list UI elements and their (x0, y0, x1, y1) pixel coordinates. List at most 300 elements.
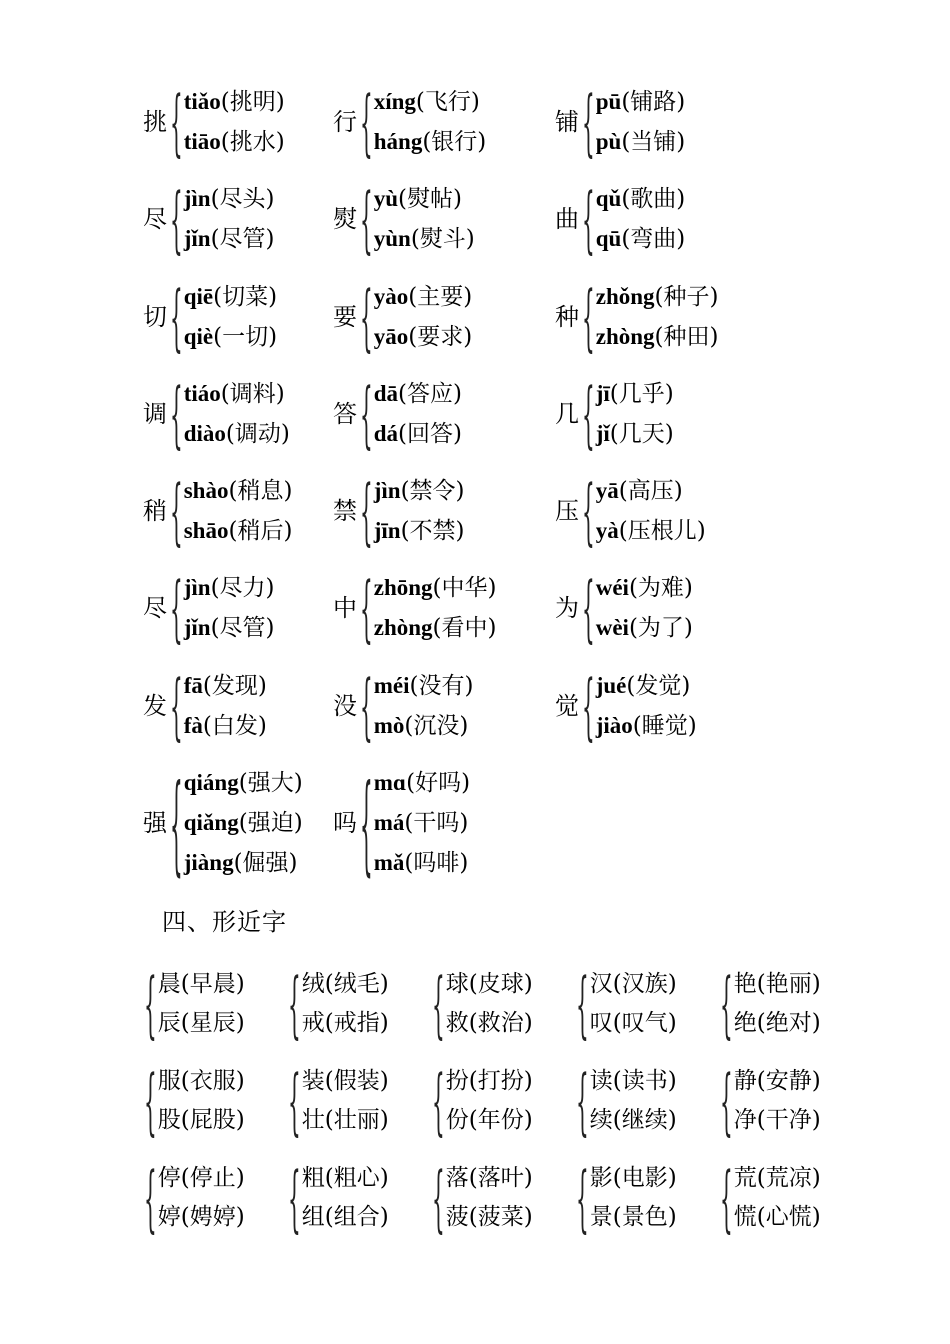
example-word: (尽头) (210, 186, 275, 213)
pinyin: dā (373, 380, 399, 406)
polyphone-grid (140, 78, 900, 893)
brace-icon: { (170, 176, 183, 263)
brace-icon: { (144, 960, 157, 1047)
reading-line (596, 317, 719, 357)
pinyin: jīn (373, 518, 401, 544)
example-word: (为难) (628, 575, 693, 602)
polyphone-entry (330, 176, 552, 263)
polyphone-entry (140, 78, 330, 166)
similar-pair (144, 1052, 288, 1149)
pinyin: zhōng (373, 575, 433, 601)
polyphone-row (140, 467, 900, 568)
similar-char-word: 落(落叶) (445, 1165, 533, 1192)
pair-items (734, 1062, 821, 1140)
pinyin: mɑ (373, 770, 407, 796)
example-word: (调动) (225, 420, 290, 447)
pinyin: shào (183, 478, 229, 504)
brace-icon: { (360, 758, 373, 888)
similar-char-word: 服(衣服) (157, 1067, 245, 1094)
pinyin: yà (595, 518, 619, 544)
similar-char-word: 辰(星辰) (157, 1009, 245, 1036)
similar-char-word: 份(年份) (445, 1106, 533, 1133)
reading-list (184, 666, 267, 746)
headword-char: 答 (333, 399, 357, 428)
brace-icon: { (582, 370, 595, 458)
headword-char: 挑 (143, 108, 167, 136)
similar-char-word: 球(皮球) (445, 970, 533, 997)
similar-pair (144, 955, 288, 1052)
headword-char: 发 (143, 691, 167, 720)
reading-line (184, 568, 275, 608)
example-word: (铺路) (621, 89, 686, 115)
similar-char-word: 停(停止) (157, 1165, 245, 1192)
pinyin: shāo (183, 518, 229, 544)
similar-char-word: 景(景色) (589, 1204, 677, 1231)
brace-icon: { (432, 1155, 445, 1242)
reading-line (596, 277, 719, 317)
pinyin: yā (595, 478, 619, 504)
headword-char: 几 (555, 399, 579, 428)
example-word: (强迫) (238, 810, 303, 837)
example-word: (发现) (202, 672, 267, 699)
pinyin: háng (373, 129, 423, 154)
pinyin: pù (595, 129, 622, 154)
polyphone-entry (552, 565, 752, 652)
reading-line (184, 317, 277, 357)
similar-row (144, 1052, 864, 1149)
polyphone-entry (552, 662, 752, 749)
reading-list (184, 763, 303, 883)
reading-line (374, 608, 497, 648)
reading-line (374, 843, 470, 883)
reading-line (374, 414, 462, 454)
polyphone-entry (552, 176, 752, 263)
reading-list (184, 471, 293, 551)
headword-char: 强 (143, 809, 167, 838)
reading-line (596, 179, 686, 219)
pinyin: qū (595, 226, 622, 252)
polyphone-entry (330, 273, 552, 360)
example-word: (回答) (398, 420, 462, 447)
pinyin: zhǒng (595, 283, 655, 309)
pinyin: qiè (183, 323, 214, 349)
brace-icon: { (582, 78, 595, 166)
example-word: (好吗) (406, 770, 471, 797)
similar-char-word: 影(电影) (589, 1165, 677, 1192)
example-word: (发觉) (626, 672, 691, 699)
example-word: (调料) (220, 380, 285, 407)
reading-line (184, 219, 275, 259)
similar-char-word: 婷(娉婷) (157, 1204, 245, 1231)
pinyin: dá (373, 420, 399, 446)
reading-line (374, 219, 475, 259)
pair-items (158, 965, 245, 1043)
pair-items (302, 965, 389, 1043)
example-word: (看中) (432, 615, 497, 642)
reading-list (374, 179, 475, 259)
brace-icon: { (170, 662, 183, 749)
example-word: (种田) (654, 323, 719, 350)
similar-char-word: 汉(汉族) (589, 970, 677, 997)
pinyin: jìn (183, 575, 211, 601)
reading-line (374, 471, 465, 511)
headword-char: 中 (333, 594, 357, 623)
example-word: (飞行) (415, 89, 480, 115)
brace-icon: { (720, 1057, 733, 1145)
reading-list (374, 763, 470, 883)
similar-char-word: 晨(早晨) (157, 970, 245, 997)
polyphone-entry (140, 176, 330, 263)
headword-char: 觉 (555, 691, 579, 720)
reading-line (596, 122, 686, 162)
polyphone-row (140, 565, 900, 665)
similar-char-word: 绝(绝对) (733, 1009, 821, 1036)
reading-line (374, 374, 462, 414)
headword-char: 为 (555, 594, 579, 623)
pair-items (158, 1159, 245, 1237)
reading-list (374, 277, 472, 357)
brace-icon: { (170, 467, 183, 555)
pinyin: jī (595, 380, 610, 406)
example-word: (禁令) (400, 478, 465, 505)
reading-line (184, 82, 285, 122)
similar-char-word: 救(救治) (445, 1009, 533, 1036)
reading-line (596, 608, 693, 648)
polyphone-entry (140, 370, 330, 458)
reading-list (374, 666, 474, 746)
polyphone-entry (552, 273, 752, 360)
similar-pair (720, 955, 864, 1052)
example-word: (当铺) (621, 129, 686, 155)
pair-items (158, 1062, 245, 1140)
pinyin: yào (373, 283, 409, 309)
reading-line (374, 122, 487, 162)
example-word: (没有) (409, 672, 474, 699)
brace-icon: { (288, 1057, 301, 1145)
reading-list (184, 82, 285, 162)
similar-char-word: 壮(壮丽) (301, 1106, 389, 1133)
polyphone-entry (330, 758, 552, 888)
pair-items (446, 965, 533, 1043)
reading-list (184, 179, 275, 259)
reading-line (184, 179, 275, 219)
similar-char-word: 戒(戒指) (301, 1009, 389, 1036)
example-word: (尽管) (210, 615, 275, 642)
pinyin: zhòng (373, 615, 433, 641)
polyphone-entry (552, 78, 752, 166)
reading-line (184, 843, 303, 883)
similar-char-word: 净(干净) (733, 1106, 821, 1133)
pinyin: diào (183, 420, 226, 446)
similar-char-word: 扮(打扮) (445, 1067, 533, 1094)
pinyin: zhòng (595, 323, 655, 349)
headword-char: 曲 (555, 205, 579, 234)
headword-char: 吗 (333, 809, 357, 838)
brace-icon: { (582, 662, 595, 749)
reading-line (184, 511, 293, 551)
headword-char: 种 (555, 302, 579, 331)
reading-list (374, 82, 487, 162)
example-word: (白发) (202, 712, 267, 739)
polyphone-entry (140, 467, 330, 555)
headword-char: 行 (333, 108, 357, 136)
pinyin: pū (595, 89, 622, 114)
brace-icon: { (720, 960, 733, 1047)
reading-line (374, 706, 474, 746)
example-word: (尽力) (210, 575, 275, 602)
reading-line (374, 803, 470, 843)
similar-pair (576, 1052, 720, 1149)
similar-char-word: 慌(心慌) (733, 1204, 821, 1231)
similar-char-word: 组(组合) (301, 1204, 389, 1231)
similar-pair (288, 955, 432, 1052)
pinyin: qiáng (183, 770, 239, 796)
pair-items (734, 1159, 821, 1237)
reading-line (596, 706, 697, 746)
example-word: (倔强) (233, 850, 298, 877)
reading-line (596, 471, 706, 511)
reading-line (184, 374, 290, 414)
reading-line (596, 511, 706, 551)
similar-pair (720, 1052, 864, 1149)
pinyin: jìn (373, 478, 401, 504)
similar-pair (288, 1052, 432, 1149)
pinyin: má (373, 810, 405, 836)
example-word: (干吗) (404, 810, 469, 837)
pinyin: jǐ (595, 420, 610, 446)
section-title: 四、形近字 (162, 908, 287, 936)
example-word: (熨斗) (410, 226, 475, 253)
pinyin: qǔ (595, 186, 622, 212)
reading-line (374, 277, 472, 317)
brace-icon: { (360, 370, 373, 458)
pair-items (302, 1062, 389, 1140)
pinyin: jǐn (183, 615, 211, 641)
polyphone-entry (330, 565, 552, 652)
polyphone-row (140, 78, 900, 179)
reading-list (184, 568, 275, 648)
reading-line (374, 179, 475, 219)
brace-icon: { (288, 960, 301, 1047)
similar-char-word: 读(读书) (589, 1067, 677, 1094)
reading-line (184, 706, 267, 746)
pinyin: yù (373, 186, 399, 212)
reading-list (596, 568, 693, 648)
pinyin: mǎ (373, 850, 405, 876)
pinyin: jiào (595, 712, 633, 738)
pinyin: yāo (373, 323, 409, 349)
pinyin: jǐn (183, 226, 211, 252)
example-word: (强大) (238, 770, 303, 797)
headword-char: 要 (333, 302, 357, 331)
example-word: (睡觉) (632, 712, 697, 739)
example-word: (要求) (408, 323, 473, 350)
similar-pair (432, 1052, 576, 1149)
pair-items (590, 965, 677, 1043)
pinyin: tiǎo (183, 89, 221, 114)
similar-char-word: 荒(荒凉) (733, 1165, 821, 1192)
brace-icon: { (360, 176, 373, 263)
brace-icon: { (360, 273, 373, 360)
example-word: (不禁) (400, 518, 465, 545)
example-word: (高压) (618, 478, 683, 505)
pinyin: méi (373, 672, 410, 698)
headword-char: 没 (333, 691, 357, 720)
pinyin: jué (595, 672, 627, 698)
brace-icon: { (582, 565, 595, 652)
brace-icon: { (144, 1057, 157, 1145)
example-word: (种子) (654, 283, 719, 310)
similar-char-word: 粗(粗心) (301, 1165, 389, 1192)
pinyin: qiē (183, 283, 214, 309)
reading-line (374, 82, 487, 122)
brace-icon: { (582, 176, 595, 263)
polyphone-row (140, 176, 900, 276)
brace-icon: { (170, 273, 183, 360)
reading-list (374, 568, 497, 648)
pair-items (446, 1062, 533, 1140)
polyphone-entry (330, 370, 552, 458)
similar-pair (576, 955, 720, 1052)
reading-list (184, 374, 290, 454)
reading-line (596, 414, 674, 454)
pinyin: jìn (183, 186, 211, 212)
brace-icon: { (288, 1155, 301, 1242)
pinyin: wèi (595, 615, 629, 641)
example-word: (压根儿) (618, 518, 706, 545)
brace-icon: { (170, 565, 183, 652)
example-word: (挑水) (220, 129, 285, 155)
pair-items (302, 1159, 389, 1237)
brace-icon: { (576, 1155, 589, 1242)
example-word: (稍息) (228, 478, 293, 505)
headword-char: 尽 (143, 205, 167, 234)
similar-char-word: 装(假装) (301, 1067, 389, 1094)
pinyin: yùn (373, 226, 411, 252)
polyphone-row (140, 273, 900, 374)
polyphone-entry (140, 662, 330, 749)
example-word: (中华) (432, 575, 497, 602)
example-word: (主要) (408, 283, 473, 310)
polyphone-row (140, 662, 900, 763)
reading-line (374, 511, 465, 551)
similar-char-word: 股(屁股) (157, 1106, 245, 1133)
pinyin: wéi (595, 575, 629, 601)
similar-row (144, 955, 864, 1052)
polyphone-row (140, 370, 900, 471)
polyphone-entry (330, 662, 552, 749)
similar-pair (432, 955, 576, 1052)
headword-char: 切 (143, 302, 167, 331)
brace-icon: { (360, 565, 373, 652)
brace-icon: { (576, 960, 589, 1047)
reading-line (184, 414, 290, 454)
similar-pair (576, 1150, 720, 1247)
example-word: (沉没) (404, 712, 469, 739)
reading-line (596, 82, 686, 122)
similar-pair (288, 1150, 432, 1247)
example-word: (尽管) (210, 226, 275, 253)
pinyin: qiǎng (183, 810, 239, 836)
reading-line (596, 219, 686, 259)
polyphone-entry (140, 565, 330, 652)
reading-line (184, 763, 303, 803)
example-word: (几乎) (609, 380, 674, 407)
headword-char: 铺 (555, 108, 579, 136)
polyphone-entry (330, 467, 552, 555)
reading-line (374, 763, 470, 803)
example-word: (几天) (609, 420, 674, 447)
similar-char-word: 续(继续) (589, 1106, 677, 1133)
polyphone-entry (140, 758, 330, 888)
example-word: (银行) (422, 129, 487, 155)
polyphone-entry (140, 273, 330, 360)
reading-list (374, 471, 465, 551)
brace-icon: { (360, 467, 373, 555)
reading-line (184, 471, 293, 511)
reading-line (596, 374, 674, 414)
headword-char: 熨 (333, 205, 357, 234)
brace-icon: { (582, 467, 595, 555)
reading-list (596, 374, 674, 454)
reading-list (596, 666, 697, 746)
reading-list (596, 82, 686, 162)
pair-items (446, 1159, 533, 1237)
similar-char-word: 菠(菠菜) (445, 1204, 533, 1231)
example-word: (挑明) (220, 89, 285, 115)
similar-char-word: 静(安静) (733, 1067, 821, 1094)
brace-icon: { (432, 960, 445, 1047)
example-word: (答应) (398, 380, 462, 407)
pinyin: fā (183, 672, 203, 698)
example-word: (稍后) (228, 518, 293, 545)
reading-list (374, 374, 462, 454)
similar-char-word: 绒(绒毛) (301, 970, 389, 997)
pinyin: xíng (373, 89, 416, 114)
example-word: (切菜) (213, 283, 278, 310)
similar-pair (432, 1150, 576, 1247)
brace-icon: { (360, 662, 373, 749)
brace-icon: { (576, 1057, 589, 1145)
pair-items (734, 965, 821, 1043)
headword-char: 尽 (143, 594, 167, 623)
example-word: (吗啡) (404, 850, 469, 877)
reading-line (596, 666, 697, 706)
pinyin: tiáo (183, 380, 221, 406)
reading-line (184, 803, 303, 843)
brace-icon: { (170, 758, 183, 888)
similar-pair (720, 1150, 864, 1247)
headword-char: 禁 (333, 497, 357, 526)
brace-icon: { (720, 1155, 733, 1242)
pinyin: mò (373, 712, 405, 738)
reading-line (184, 277, 277, 317)
example-word: (歌曲) (621, 186, 686, 213)
example-word: (一切) (213, 323, 278, 350)
similar-char-word: 艳(艳丽) (733, 970, 821, 997)
pair-items (590, 1062, 677, 1140)
similar-char-grid (144, 955, 864, 1247)
brace-icon: { (170, 370, 183, 458)
headword-char: 稍 (143, 497, 167, 526)
example-word: (弯曲) (621, 226, 686, 253)
pinyin: jiàng (183, 850, 234, 876)
reading-line (374, 317, 472, 357)
reading-line (184, 122, 285, 162)
example-word: (为了) (628, 615, 693, 642)
reading-list (596, 179, 686, 259)
brace-icon: { (582, 273, 595, 360)
